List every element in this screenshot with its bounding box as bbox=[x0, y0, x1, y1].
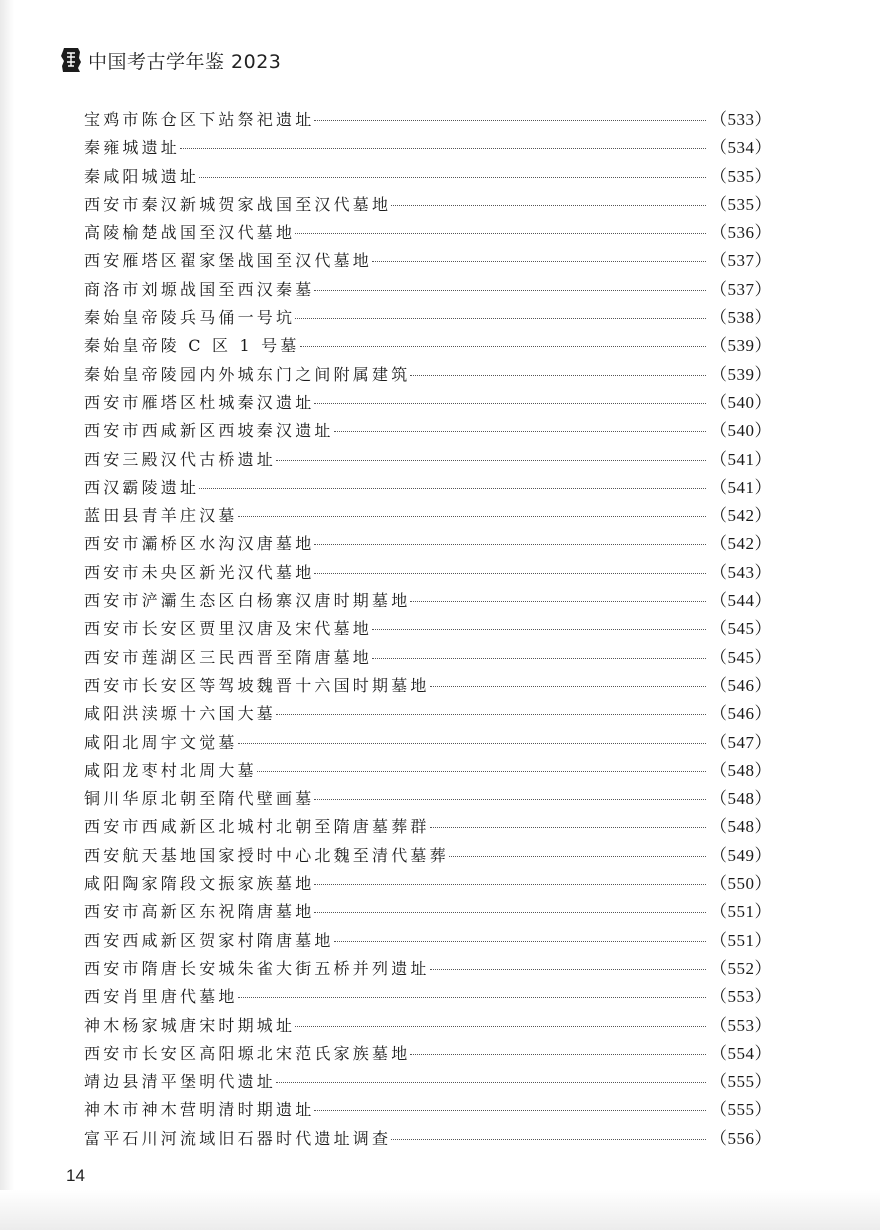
toc-leader-dots bbox=[199, 177, 706, 178]
page-number: 14 bbox=[66, 1166, 85, 1185]
toc-entry-title: 西安市秦汉新城贺家战国至汉代墓地 bbox=[84, 194, 392, 214]
toc-entry-page: （538） bbox=[710, 308, 772, 328]
toc-leader-dots bbox=[334, 431, 706, 432]
toc-entry-title: 西安西咸新区贺家村隋唐墓地 bbox=[84, 930, 334, 950]
toc-entry-title: 秦咸阳城遗址 bbox=[84, 166, 200, 186]
toc-entry-title: 商洛市刘塬战国至西汉秦墓 bbox=[84, 279, 315, 299]
toc-entry-page: （554） bbox=[710, 1043, 772, 1063]
toc-entry bbox=[84, 105, 772, 133]
toc-entry-page: （537） bbox=[710, 279, 772, 299]
toc-entry-page: （534） bbox=[710, 138, 772, 158]
toc-entry bbox=[84, 869, 772, 897]
toc-entry-page: （546） bbox=[710, 675, 772, 695]
toc-entry-page: （541） bbox=[710, 449, 772, 469]
toc-entry-page: （542） bbox=[710, 534, 772, 554]
toc-entry-title: 西安肖里唐代墓地 bbox=[84, 987, 238, 1007]
toc-entry bbox=[84, 756, 772, 784]
toc-entry-title: 西安市长安区贾里汉唐及宋代墓地 bbox=[84, 619, 373, 639]
toc-entry-title: 西安市长安区高阳塬北宋范氏家族墓地 bbox=[84, 1043, 411, 1063]
toc-entry bbox=[84, 529, 772, 557]
toc-entry-title: 秦始皇帝陵 C 区 1 号墓 bbox=[84, 336, 300, 356]
toc-entry bbox=[84, 501, 772, 529]
toc-leader-dots bbox=[180, 148, 706, 149]
toc-leader-dots bbox=[410, 375, 706, 376]
toc-entry bbox=[84, 558, 772, 586]
toc-entry-page: （539） bbox=[710, 336, 772, 356]
toc-entry bbox=[84, 671, 772, 699]
yearbook-seal-icon bbox=[60, 46, 82, 74]
toc-entry-page: （555） bbox=[710, 1100, 772, 1120]
toc-leader-dots bbox=[314, 1110, 706, 1111]
toc-entry-page: （546） bbox=[710, 704, 772, 724]
toc-leader-dots bbox=[314, 573, 706, 574]
toc-leader-dots bbox=[372, 261, 706, 262]
toc-entry-page: （553） bbox=[710, 1015, 772, 1035]
toc-entry-page: （548） bbox=[710, 817, 772, 837]
toc-leader-dots bbox=[391, 1139, 706, 1140]
toc-leader-dots bbox=[238, 516, 706, 517]
toc-entry-page: （535） bbox=[710, 194, 772, 214]
toc-leader-dots bbox=[276, 1082, 706, 1083]
toc-entry bbox=[84, 246, 772, 274]
toc-entry-page: （540） bbox=[710, 421, 772, 441]
toc-entry bbox=[84, 784, 772, 812]
toc-leader-dots bbox=[314, 120, 706, 121]
toc-leader-dots bbox=[372, 629, 706, 630]
toc-leader-dots bbox=[410, 1054, 706, 1055]
toc-entry-title: 神木杨家城唐宋时期城址 bbox=[84, 1015, 296, 1035]
toc-leader-dots bbox=[314, 799, 706, 800]
toc-entry bbox=[84, 416, 772, 444]
toc-leader-dots bbox=[300, 346, 706, 347]
toc-entry-title: 西安市未央区新光汉代墓地 bbox=[84, 562, 315, 582]
toc-entry-title: 铜川华原北朝至隋代壁画墓 bbox=[84, 789, 315, 809]
toc-entry-title: 西安市莲湖区三民西晋至隋唐墓地 bbox=[84, 647, 373, 667]
toc-entry-page: （539） bbox=[710, 364, 772, 384]
toc-entry bbox=[84, 643, 772, 671]
toc-leader-dots bbox=[410, 601, 706, 602]
page-edge-shadow bbox=[0, 0, 14, 1230]
toc-entry-title: 西安市西咸新区西坡秦汉遗址 bbox=[84, 421, 334, 441]
toc-entry-title: 蓝田县青羊庄汉墓 bbox=[84, 506, 238, 526]
toc-entry bbox=[84, 586, 772, 614]
toc-leader-dots bbox=[295, 318, 706, 319]
toc-entry-page: （547） bbox=[710, 732, 772, 752]
toc-entry-page: （556） bbox=[710, 1128, 772, 1148]
toc-entry bbox=[84, 331, 772, 359]
toc-entry-title: 高陵榆楚战国至汉代墓地 bbox=[84, 223, 296, 243]
toc-entry bbox=[84, 1011, 772, 1039]
toc-entry-page: （545） bbox=[710, 647, 772, 667]
toc-entry-title: 西安航天基地国家授时中心北魏至清代墓葬 bbox=[84, 845, 449, 865]
toc-entry-page: （553） bbox=[710, 987, 772, 1007]
toc-entry bbox=[84, 1067, 772, 1095]
toc-entry-title: 西安市雁塔区杜城秦汉遗址 bbox=[84, 392, 315, 412]
toc-entry-page: （544） bbox=[710, 591, 772, 611]
toc-entry-page: （533） bbox=[710, 110, 772, 129]
toc-entry bbox=[84, 190, 772, 218]
toc-leader-dots bbox=[295, 1026, 706, 1027]
toc-entry-page: （542） bbox=[710, 506, 772, 526]
toc-leader-dots bbox=[391, 205, 706, 206]
toc-leader-dots bbox=[238, 743, 706, 744]
toc-entry bbox=[84, 1039, 772, 1067]
toc-entry-title: 西安三殿汉代古桥遗址 bbox=[84, 449, 277, 469]
toc-entry bbox=[84, 614, 772, 642]
toc-leader-dots bbox=[449, 856, 706, 857]
toc-entry bbox=[84, 275, 772, 303]
toc-leader-dots bbox=[276, 714, 706, 715]
toc-leader-dots bbox=[276, 460, 706, 461]
yearbook-title: 中国考古学年鉴 2023 bbox=[88, 50, 282, 73]
toc-entry bbox=[84, 1095, 772, 1123]
toc-leader-dots bbox=[295, 233, 706, 234]
toc-entry-page: （551） bbox=[710, 902, 772, 922]
toc-leader-dots bbox=[430, 686, 706, 687]
toc-entry-page: （536） bbox=[710, 223, 772, 243]
toc-entry-title: 秦始皇帝陵兵马俑一号坑 bbox=[84, 308, 296, 328]
toc-entry bbox=[84, 445, 772, 473]
toc-entry bbox=[84, 303, 772, 331]
toc-entry-title: 西安市西咸新区北城村北朝至隋唐墓葬群 bbox=[84, 817, 430, 837]
toc-entry-title: 神木市神木营明清时期遗址 bbox=[84, 1100, 315, 1120]
toc-leader-dots bbox=[372, 658, 706, 659]
toc-leader-dots bbox=[430, 827, 706, 828]
toc-leader-dots bbox=[257, 771, 706, 772]
toc-entry-page: （537） bbox=[710, 251, 772, 271]
toc-entry-page: （552） bbox=[710, 958, 772, 978]
toc-entry bbox=[84, 841, 772, 869]
toc-entry bbox=[84, 897, 772, 925]
toc-entry bbox=[84, 954, 772, 982]
toc-entry-page: （541） bbox=[710, 477, 772, 497]
toc-entry-page: （543） bbox=[710, 562, 772, 582]
toc-leader-dots bbox=[314, 403, 706, 404]
toc-entry-page: （548） bbox=[710, 789, 772, 809]
toc-entry-title: 西安市灞桥区水沟汉唐墓地 bbox=[84, 534, 315, 554]
toc-leader-dots bbox=[314, 290, 706, 291]
toc-leader-dots bbox=[334, 941, 706, 942]
toc-entry bbox=[84, 926, 772, 954]
toc-leader-dots bbox=[238, 997, 706, 998]
toc-entry-title: 宝鸡市陈仓区下站祭祀遗址 bbox=[84, 110, 315, 129]
toc-leader-dots bbox=[314, 912, 706, 913]
toc-entry-title: 咸阳洪渎塬十六国大墓 bbox=[84, 704, 277, 724]
toc-entry-title: 西安市隋唐长安城朱雀大街五桥并列遗址 bbox=[84, 958, 430, 978]
page-bottom-shadow bbox=[0, 1190, 880, 1230]
toc-entry-page: （535） bbox=[710, 166, 772, 186]
toc-entry-page: （549） bbox=[710, 845, 772, 865]
toc-entry bbox=[84, 982, 772, 1010]
toc-entry bbox=[84, 388, 772, 416]
toc-entry-title: 靖边县清平堡明代遗址 bbox=[84, 1072, 277, 1092]
toc-leader-dots bbox=[430, 969, 706, 970]
toc-entry bbox=[84, 162, 772, 190]
toc-leader-dots bbox=[199, 488, 706, 489]
toc-entry-page: （550） bbox=[710, 874, 772, 894]
toc-entry bbox=[84, 360, 772, 388]
toc-entry-title: 西安市长安区等驾坡魏晋十六国时期墓地 bbox=[84, 675, 430, 695]
toc-leader-dots bbox=[314, 544, 706, 545]
toc-entry bbox=[84, 728, 772, 756]
toc-entry-page: （555） bbox=[710, 1072, 772, 1092]
toc-entry bbox=[84, 133, 772, 161]
toc-entry-title: 秦始皇帝陵园内外城东门之间附属建筑 bbox=[84, 364, 411, 384]
toc-entry bbox=[84, 1124, 772, 1152]
toc-entry-title: 咸阳北周宇文觉墓 bbox=[84, 732, 238, 752]
running-header bbox=[60, 46, 281, 74]
toc-entry-title: 西安市浐灞生态区白杨寨汉唐时期墓地 bbox=[84, 591, 411, 611]
toc-entry-title: 西汉霸陵遗址 bbox=[84, 477, 200, 497]
toc-entry-title: 秦雍城遗址 bbox=[84, 138, 181, 158]
toc-entry-title: 富平石川河流域旧石器时代遗址调查 bbox=[84, 1128, 392, 1148]
toc-entry-title: 咸阳陶家隋段文振家族墓地 bbox=[84, 874, 315, 894]
toc-entry-page: （545） bbox=[710, 619, 772, 639]
toc-entry-title: 西安雁塔区翟家堡战国至汉代墓地 bbox=[84, 251, 373, 271]
toc-entry bbox=[84, 218, 772, 246]
toc-entry bbox=[84, 473, 772, 501]
toc-leader-dots bbox=[314, 884, 706, 885]
table-of-contents bbox=[84, 105, 772, 1152]
toc-entry-title: 咸阳龙枣村北周大墓 bbox=[84, 760, 257, 780]
toc-entry-title: 西安市高新区东祝隋唐墓地 bbox=[84, 902, 315, 922]
toc-entry-page: （548） bbox=[710, 760, 772, 780]
toc-entry bbox=[84, 699, 772, 727]
toc-entry-page: （551） bbox=[710, 930, 772, 950]
toc-entry-page: （540） bbox=[710, 392, 772, 412]
toc-entry bbox=[84, 812, 772, 840]
